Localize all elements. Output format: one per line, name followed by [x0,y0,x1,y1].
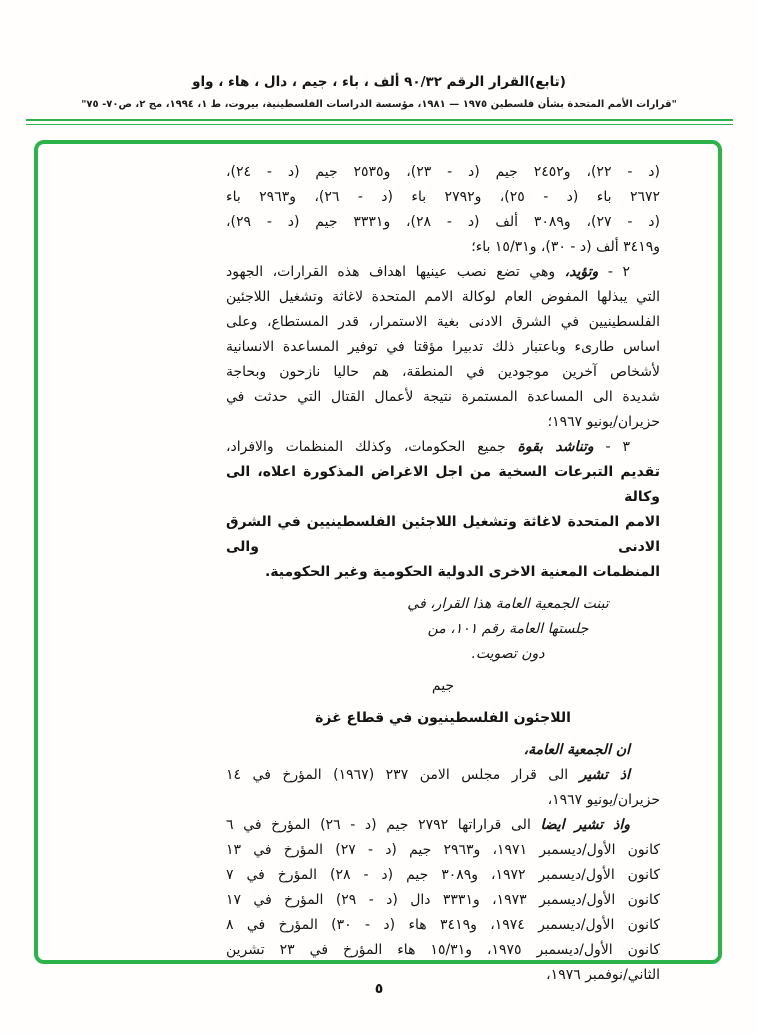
document-line [226,310,660,335]
text-segment: الامم المتحدة لاغاثة وتشغيل اللاجئين الفلسطينيين في الشرق الادنى والى [226,514,660,555]
document-text-column [226,160,660,988]
text-segment: شديدة الى المساعدة المستمرة نتيجة لأعمال القتال التي حدثت في [226,389,660,405]
document-line [226,706,660,731]
text-segment: الثاني/نوفمبر ١٩٧٦، [546,967,660,983]
text-segment: الى قراراتها ٢٧٩٢ جيم (د - ٢٦) المؤرخ في ٦ [226,817,541,833]
text-segment: التي يبذلها المفوض العام لوكالة الامم المتحدة لاغاثة وتشغيل اللاجئين [226,289,660,305]
text-segment: اذ تشير [579,767,630,783]
document-line [226,838,660,863]
document-line [226,738,660,763]
document-line [226,260,660,285]
text-segment: تقديم التبرعات السخية من اجل الاغراض المذكورة اعلاه، الى وكالة [226,464,660,505]
document-line [226,938,660,963]
text-segment: الى قرار مجلس الامن ٢٣٧ (١٩٦٧) المؤرخ في ١٤ [226,767,580,783]
document-line [226,913,660,938]
divider-rule [26,119,733,125]
document-line [226,460,660,510]
text-segment: جيم [431,678,455,694]
document-line [226,160,660,185]
text-segment: لأشخاص آخرين موجودين في المنطقة، هم حاليا نازحون وبحاجة [226,364,660,380]
text-segment: ان الجمعية العامة، [523,742,630,758]
text-segment: كانون الأول/ديسمبر ١٩٧٢، و٣٠٨٩ جيم (د - ٢٨) المؤرخ في ٧ [226,867,660,883]
text-segment: دون تصويت. [471,646,545,662]
text-segment: (د - ٢٧)، و٣٠٨٩ ألف (د - ٢٨)، و٣٣٣١ جيم (د - ٢٩)، [226,214,660,230]
page-title: (تابع)القرار الرقم ٩٠/٣٢ ألف ، باء ، جيم ، دال ، هاء ، واو [192,74,566,90]
document-line [358,592,658,617]
document-line [226,235,660,260]
document-line [226,560,660,585]
text-segment: وهي تضع نصب عينيها اهداف هذه القرارات، الجهود [226,264,565,280]
text-segment: كانون الأول/ديسمبر ١٩٧٣، و٣٣٣١ دال (د - ٢٩) المؤرخ في ١٧ [226,892,660,908]
document-line [226,385,660,410]
document-line [358,617,658,642]
text-segment: و٣٤١٩ ألف (د - ٣٠)، و١٥/٣١ باء؛ [471,239,660,255]
document-line [226,813,660,838]
document-line [226,674,660,699]
document-line [226,788,660,813]
document-border-box [34,140,722,983]
text-segment: حزيران/يونيو ١٩٦٧، [547,792,660,808]
text-segment: اللاجئون الفلسطينيون في قطاع غزة [315,710,571,726]
text-segment: حزيران/يونيو ١٩٦٧؛ [547,414,660,430]
document-line [226,510,660,560]
document-line [226,410,660,435]
document-line [226,435,660,460]
document-line [226,285,660,310]
document-line [226,335,660,360]
text-segment: كانون الأول/ديسمبر ١٩٧٥، و١٥/٣١ هاء المؤرخ في ٢٣ تشرين [226,942,660,958]
text-segment: كانون الأول/ديسمبر ١٩٧١، و٢٩٦٣ جيم (د - ٢٧) المؤرخ في ١٣ [226,842,660,858]
text-segment: كانون الأول/ديسمبر ١٩٧٤، و٣٤١٩ هاء (د - ٣٠) المؤرخ في ٨ [226,917,661,933]
text-segment: اساس طارىء وباعتبار ذلك تدبيرا مؤقتا في توفير المساعدة الانسانية [226,339,660,355]
text-segment: المنظمات المعنية الاخرى الدولية الحكومية وغير الحكومية. [264,564,660,580]
text-segment: وتناشد بقوة [517,439,594,455]
citation-line: "قرارات الأمم المتحدة بشأن فلسطين ١٩٧٥ — ١٩٨١، مؤسسة الدراسات الفلسطينية، بيروت، ط ١، ١٩٩٤، مج ٢، ص٧٠- ٧٥" [81,99,677,110]
text-segment: جلستها العامة رقم ١٠١، من [427,621,589,637]
text-segment: (د - ٢٢)، و٢٤٥٢ جيم (د - ٢٣)، و٢٥٣٥ جيم (د - ٢٤)، [226,164,660,180]
text-segment: ٢ - [598,264,630,280]
page-number: ٥ [374,981,384,997]
document-line [226,763,660,788]
text-segment: ٣ - [593,439,630,455]
document-line [226,360,660,385]
text-segment: تبنت الجمعية العامة هذا القرار، في [407,596,609,612]
text-segment: جميع الحكومات، وكذلك المنظمات والافراد، [226,439,518,455]
text-segment: الفلسطينيين في الشرق الادنى بغية الاستمرار، قدر المستطاع، وعلى [226,314,660,330]
document-line [226,888,660,913]
text-segment: وتؤيد، [564,264,599,280]
document-line [358,642,658,667]
document-line [226,863,660,888]
document-line [226,210,660,235]
document-line [226,185,660,210]
text-segment: واذ تشير ايضا [540,817,631,833]
text-segment: ٢٦٧٢ باء (د - ٢٥)، و٢٧٩٢ باء (د - ٢٦)، و٢٩٦٣ باء [226,189,661,205]
